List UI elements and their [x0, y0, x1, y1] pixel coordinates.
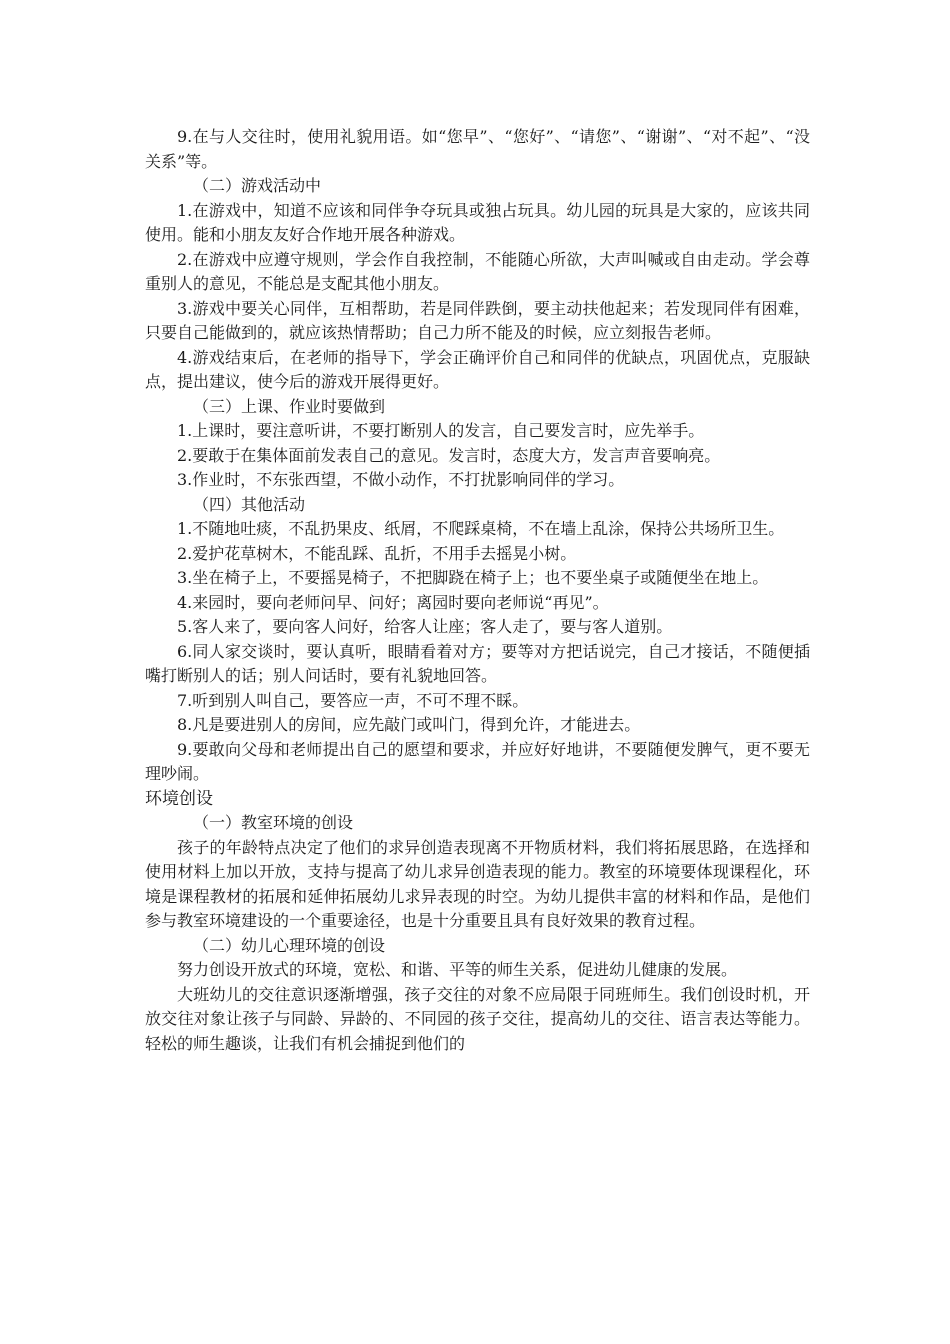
other-rule-2: 2.爱护花草树木，不能乱踩、乱折，不用手去摇晃小树。	[177, 543, 577, 563]
other-rule-5: 5.客人来了，要向客人问好，给客人让座；客人走了，要与客人道别。	[177, 617, 673, 636]
psych-env-paragraph-2: 大班幼儿的交往意识逐渐增强，孩子交往的对象不应局限于同班师生。我们创设时机，开放交往对象让孩子与同龄、异龄的、不同园的孩子交往，提高幼儿的交往、语言表达等能力。轻松的师生趣谈，让我们有机会捕捉到他们的	[145, 984, 810, 1053]
section-heading-games: （二）游戏活动中	[193, 176, 322, 195]
politeness-rule-9: 9.在与人交往时，使用礼貌用语。如“您早”、“您好”、“请您”、“谢谢”、“对不起”、“没关系”等。	[145, 127, 810, 171]
environment-title: 环境创设	[145, 788, 213, 809]
other-rule-4: 4.来园时，要向老师问早、问好；离园时要向老师说“再见”。	[177, 592, 609, 612]
other-rule-8: 8.凡是要进别人的房间，应先敲门或叫门，得到允许，才能进去。	[177, 715, 641, 734]
game-rule-3: 3.游戏中要关心同伴，互相帮助，若是同伴跌倒，要主动扶他起来；若发现同伴有困难，只要自己能做到的，就应该热情帮助；自己力所不能及的时候，应立刻报告老师。	[145, 298, 810, 342]
section-heading-class: （三）上课、作业时要做到	[193, 396, 386, 416]
class-rule-1: 1.上课时，要注意听讲，不要打断别人的发言，自己要发言时，应先举手。	[177, 421, 705, 440]
game-rule-2: 2.在游戏中应遵守规则，学会作自我控制，不能随心所欲，大声叫喊或自由走动。学会尊重别人的意见，不能总是支配其他小朋友。	[145, 249, 810, 293]
section-heading-classroom-env: （一）教室环境的创设	[193, 813, 354, 832]
game-rule-4: 4.游戏结束后，在老师的指导下，学会正确评价自己和同伴的优缺点，巩固优点，克服缺点，提出建议，使今后的游戏开展得更好。	[145, 347, 810, 391]
section-heading-psych-env: （二）幼儿心理环境的创设	[193, 935, 386, 955]
section-heading-other: （四）其他活动	[193, 494, 306, 514]
class-rule-3: 3.作业时，不东张西望，不做小动作，不打扰影响同伴的学习。	[177, 470, 625, 489]
game-rule-1: 1.在游戏中，知道不应该和同伴争夺玩具或独占玩具。幼儿园的玩具是大家的，应该共同使用。能和小朋友友好合作地开展各种游戏。	[145, 200, 810, 244]
other-rule-1: 1.不随地吐痰，不乱扔果皮、纸屑，不爬踩桌椅，不在墙上乱涂，保持公共场所卫生。	[177, 519, 785, 538]
other-rule-7: 7.听到别人叫自己，要答应一声，不可不理不睬。	[177, 690, 529, 710]
other-rule-6: 6.同人家交谈时，要认真听，眼睛看着对方；要等对方把话说完，自己才接话，不随便插嘴打断别人的话；别人问话时，要有礼貌地回答。	[145, 641, 810, 685]
classroom-env-paragraph: 孩子的年龄特点决定了他们的求异创造表现离不开物质材料，我们将拓展思路，在选择和使用材料上加以开放，支持与提高了幼儿求异创造表现的能力。教室的环境要体现课程化，环境是课程教材的拓展和延伸拓展幼儿求异表现的时空。为幼儿提供丰富的材料和作品，是他们参与教室环境建设的一个重要途径，也是十分重要且具有良好效果的教育过程。	[145, 837, 810, 930]
psych-env-paragraph-1: 努力创设开放式的环境，宽松、和谐、平等的师生关系，促进幼儿健康的发展。	[177, 960, 738, 979]
class-rule-2: 2.要敢于在集体面前发表自己的意见。发言时，态度大方，发言声音要响亮。	[177, 445, 721, 465]
other-rule-3: 3.坐在椅子上，不要摇晃椅子，不把脚跷在椅子上；也不要坐桌子或随便坐在地上。	[177, 568, 769, 587]
other-rule-9: 9.要敢向父母和老师提出自己的愿望和要求，并应好好地讲，不要随便发脾气，更不要无理吵闹。	[145, 739, 810, 783]
document-body	[145, 125, 810, 1056]
